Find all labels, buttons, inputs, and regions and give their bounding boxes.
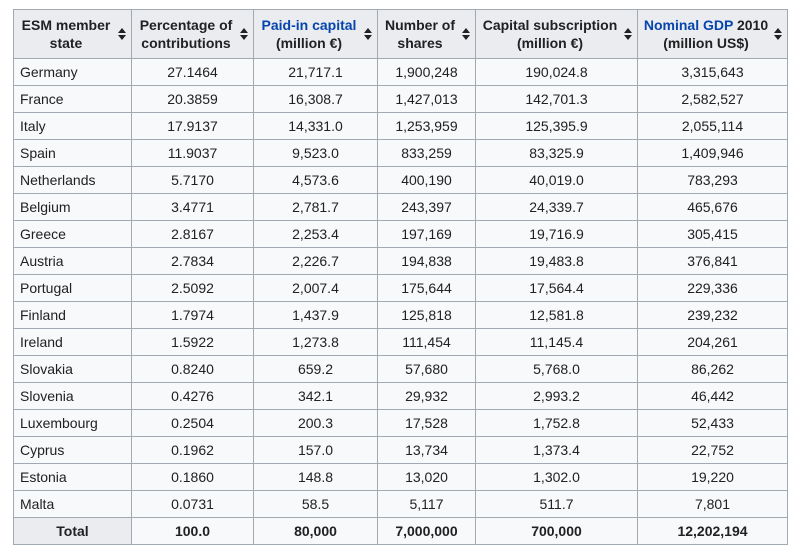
value-cell: 1.7974 [132, 302, 254, 329]
value-cell: 52,433 [638, 410, 788, 437]
value-cell: 3.4771 [132, 194, 254, 221]
header-label: state [49, 35, 83, 51]
member-state-cell: Portugal [14, 275, 132, 302]
value-cell: 157.0 [254, 437, 378, 464]
table-row [14, 194, 788, 221]
value-cell: 305,415 [638, 221, 788, 248]
value-cell: 16,308.7 [254, 86, 378, 113]
value-cell: 12,581.8 [476, 302, 638, 329]
member-state-cell: Belgium [14, 194, 132, 221]
value-cell: 2,582,527 [638, 86, 788, 113]
sort-icon[interactable] [364, 28, 372, 40]
header-label: Percentage of [139, 17, 233, 33]
paid-in-capital-link[interactable]: Paid-in capital [261, 17, 357, 33]
table-row [14, 86, 788, 113]
header-capital-subscription[interactable] [476, 10, 638, 59]
member-state-cell: Finland [14, 302, 132, 329]
value-cell: 11,145.4 [476, 329, 638, 356]
value-cell: 13,734 [378, 437, 476, 464]
header-number-of-shares[interactable] [378, 10, 476, 59]
header-paid-in-capital[interactable] [254, 10, 378, 59]
header-label: (million €) [275, 35, 343, 51]
sort-icon[interactable] [774, 28, 782, 40]
table-row [14, 275, 788, 302]
table-row [14, 302, 788, 329]
header-year: 2010 [733, 17, 769, 33]
member-state-cell: Germany [14, 59, 132, 86]
value-cell: 1,752.8 [476, 410, 638, 437]
total-row [14, 518, 788, 545]
value-cell: 17,564.4 [476, 275, 638, 302]
value-cell: 376,841 [638, 248, 788, 275]
value-cell: 465,676 [638, 194, 788, 221]
value-cell: 0.0731 [132, 491, 254, 518]
sort-icon[interactable] [240, 28, 248, 40]
header-label: (million US$) [663, 35, 749, 51]
value-cell: 2,226.7 [254, 248, 378, 275]
sort-icon[interactable] [624, 28, 632, 40]
value-cell: 1,302.0 [476, 464, 638, 491]
value-cell: 2,055,114 [638, 113, 788, 140]
value-cell: 2,253.4 [254, 221, 378, 248]
member-state-cell: Slovakia [14, 356, 132, 383]
table-row [14, 437, 788, 464]
value-cell: 5,117 [378, 491, 476, 518]
header-label [643, 16, 769, 34]
value-cell: 125,818 [378, 302, 476, 329]
value-cell: 22,752 [638, 437, 788, 464]
header-label: (million €) [516, 35, 584, 51]
member-state-cell: Austria [14, 248, 132, 275]
member-state-cell: Ireland [14, 329, 132, 356]
table-row [14, 410, 788, 437]
table-row [14, 464, 788, 491]
value-cell: 0.4276 [132, 383, 254, 410]
value-cell: 2,007.4 [254, 275, 378, 302]
member-state-cell: Malta [14, 491, 132, 518]
value-cell: 0.1860 [132, 464, 254, 491]
value-cell: 2.7834 [132, 248, 254, 275]
member-state-cell: Slovenia [14, 383, 132, 410]
member-state-cell: Cyprus [14, 437, 132, 464]
value-cell: 342.1 [254, 383, 378, 410]
value-cell: 200.3 [254, 410, 378, 437]
value-cell: 783,293 [638, 167, 788, 194]
value-cell: 57,680 [378, 356, 476, 383]
table-row [14, 383, 788, 410]
value-cell: 2,993.2 [476, 383, 638, 410]
member-state-cell: Spain [14, 140, 132, 167]
table-row [14, 329, 788, 356]
table-row [14, 491, 788, 518]
value-cell: 4,573.6 [254, 167, 378, 194]
table-row [14, 113, 788, 140]
value-cell: 148.8 [254, 464, 378, 491]
value-cell: 0.1962 [132, 437, 254, 464]
table-row [14, 59, 788, 86]
value-cell: 21,717.1 [254, 59, 378, 86]
value-cell: 83,325.9 [476, 140, 638, 167]
header-row [14, 10, 788, 59]
table-row [14, 167, 788, 194]
member-state-cell: Netherlands [14, 167, 132, 194]
value-cell: 17.9137 [132, 113, 254, 140]
value-cell: 19,716.9 [476, 221, 638, 248]
value-cell: 0.8240 [132, 356, 254, 383]
value-cell: 1,900,248 [378, 59, 476, 86]
value-cell: 190,024.8 [476, 59, 638, 86]
esm-contributions-table [13, 9, 788, 545]
total-label: Total [14, 518, 132, 545]
value-cell: 13,020 [378, 464, 476, 491]
member-state-cell: Luxembourg [14, 410, 132, 437]
value-cell: 7,801 [638, 491, 788, 518]
header-label: shares [397, 35, 443, 51]
table-row [14, 221, 788, 248]
value-cell: 29,932 [378, 383, 476, 410]
value-cell: 9,523.0 [254, 140, 378, 167]
value-cell: 239,232 [638, 302, 788, 329]
member-state-cell: Greece [14, 221, 132, 248]
value-cell: 1,409,946 [638, 140, 788, 167]
header-label: ESM member [21, 17, 111, 33]
value-cell: 2.5092 [132, 275, 254, 302]
value-cell: 3,315,643 [638, 59, 788, 86]
nominal-gdp-link[interactable]: Nominal GDP [643, 17, 734, 33]
table-row [14, 356, 788, 383]
value-cell: 17,528 [378, 410, 476, 437]
header-member-state[interactable] [14, 10, 132, 59]
value-cell: 14,331.0 [254, 113, 378, 140]
value-cell: 659.2 [254, 356, 378, 383]
value-cell: 5,768.0 [476, 356, 638, 383]
value-cell: 20.3859 [132, 86, 254, 113]
member-state-cell: France [14, 86, 132, 113]
member-state-cell: Estonia [14, 464, 132, 491]
value-cell: 40,019.0 [476, 167, 638, 194]
total-value-cell: 100.0 [132, 518, 254, 545]
header-nominal-gdp[interactable] [638, 10, 788, 59]
value-cell: 1,427,013 [378, 86, 476, 113]
value-cell: 19,483.8 [476, 248, 638, 275]
value-cell: 229,336 [638, 275, 788, 302]
header-label: Number of [385, 17, 455, 33]
total-value-cell: 12,202,194 [638, 518, 788, 545]
value-cell: 11.9037 [132, 140, 254, 167]
sort-icon[interactable] [118, 28, 126, 40]
value-cell: 5.7170 [132, 167, 254, 194]
value-cell: 197,169 [378, 221, 476, 248]
total-value-cell: 700,000 [476, 518, 638, 545]
value-cell: 142,701.3 [476, 86, 638, 113]
value-cell: 27.1464 [132, 59, 254, 86]
value-cell: 1,253,959 [378, 113, 476, 140]
value-cell: 833,259 [378, 140, 476, 167]
header-label: contributions [141, 35, 231, 51]
value-cell: 24,339.7 [476, 194, 638, 221]
total-value-cell: 80,000 [254, 518, 378, 545]
value-cell: 175,644 [378, 275, 476, 302]
value-cell: 243,397 [378, 194, 476, 221]
value-cell: 2.8167 [132, 221, 254, 248]
value-cell: 511.7 [476, 491, 638, 518]
value-cell: 194,838 [378, 248, 476, 275]
value-cell: 46,442 [638, 383, 788, 410]
value-cell: 2,781.7 [254, 194, 378, 221]
value-cell: 400,190 [378, 167, 476, 194]
value-cell: 1,437.9 [254, 302, 378, 329]
value-cell: 86,262 [638, 356, 788, 383]
table-body [14, 59, 788, 545]
value-cell: 1,373.4 [476, 437, 638, 464]
header-percentage[interactable] [132, 10, 254, 59]
table-row [14, 248, 788, 275]
value-cell: 1.5922 [132, 329, 254, 356]
value-cell: 204,261 [638, 329, 788, 356]
value-cell: 58.5 [254, 491, 378, 518]
header-label: Capital subscription [482, 17, 618, 33]
total-value-cell: 7,000,000 [378, 518, 476, 545]
value-cell: 0.2504 [132, 410, 254, 437]
member-state-cell: Italy [14, 113, 132, 140]
value-cell: 125,395.9 [476, 113, 638, 140]
sort-icon[interactable] [462, 28, 470, 40]
value-cell: 111,454 [378, 329, 476, 356]
table-row [14, 140, 788, 167]
value-cell: 1,273.8 [254, 329, 378, 356]
value-cell: 19,220 [638, 464, 788, 491]
